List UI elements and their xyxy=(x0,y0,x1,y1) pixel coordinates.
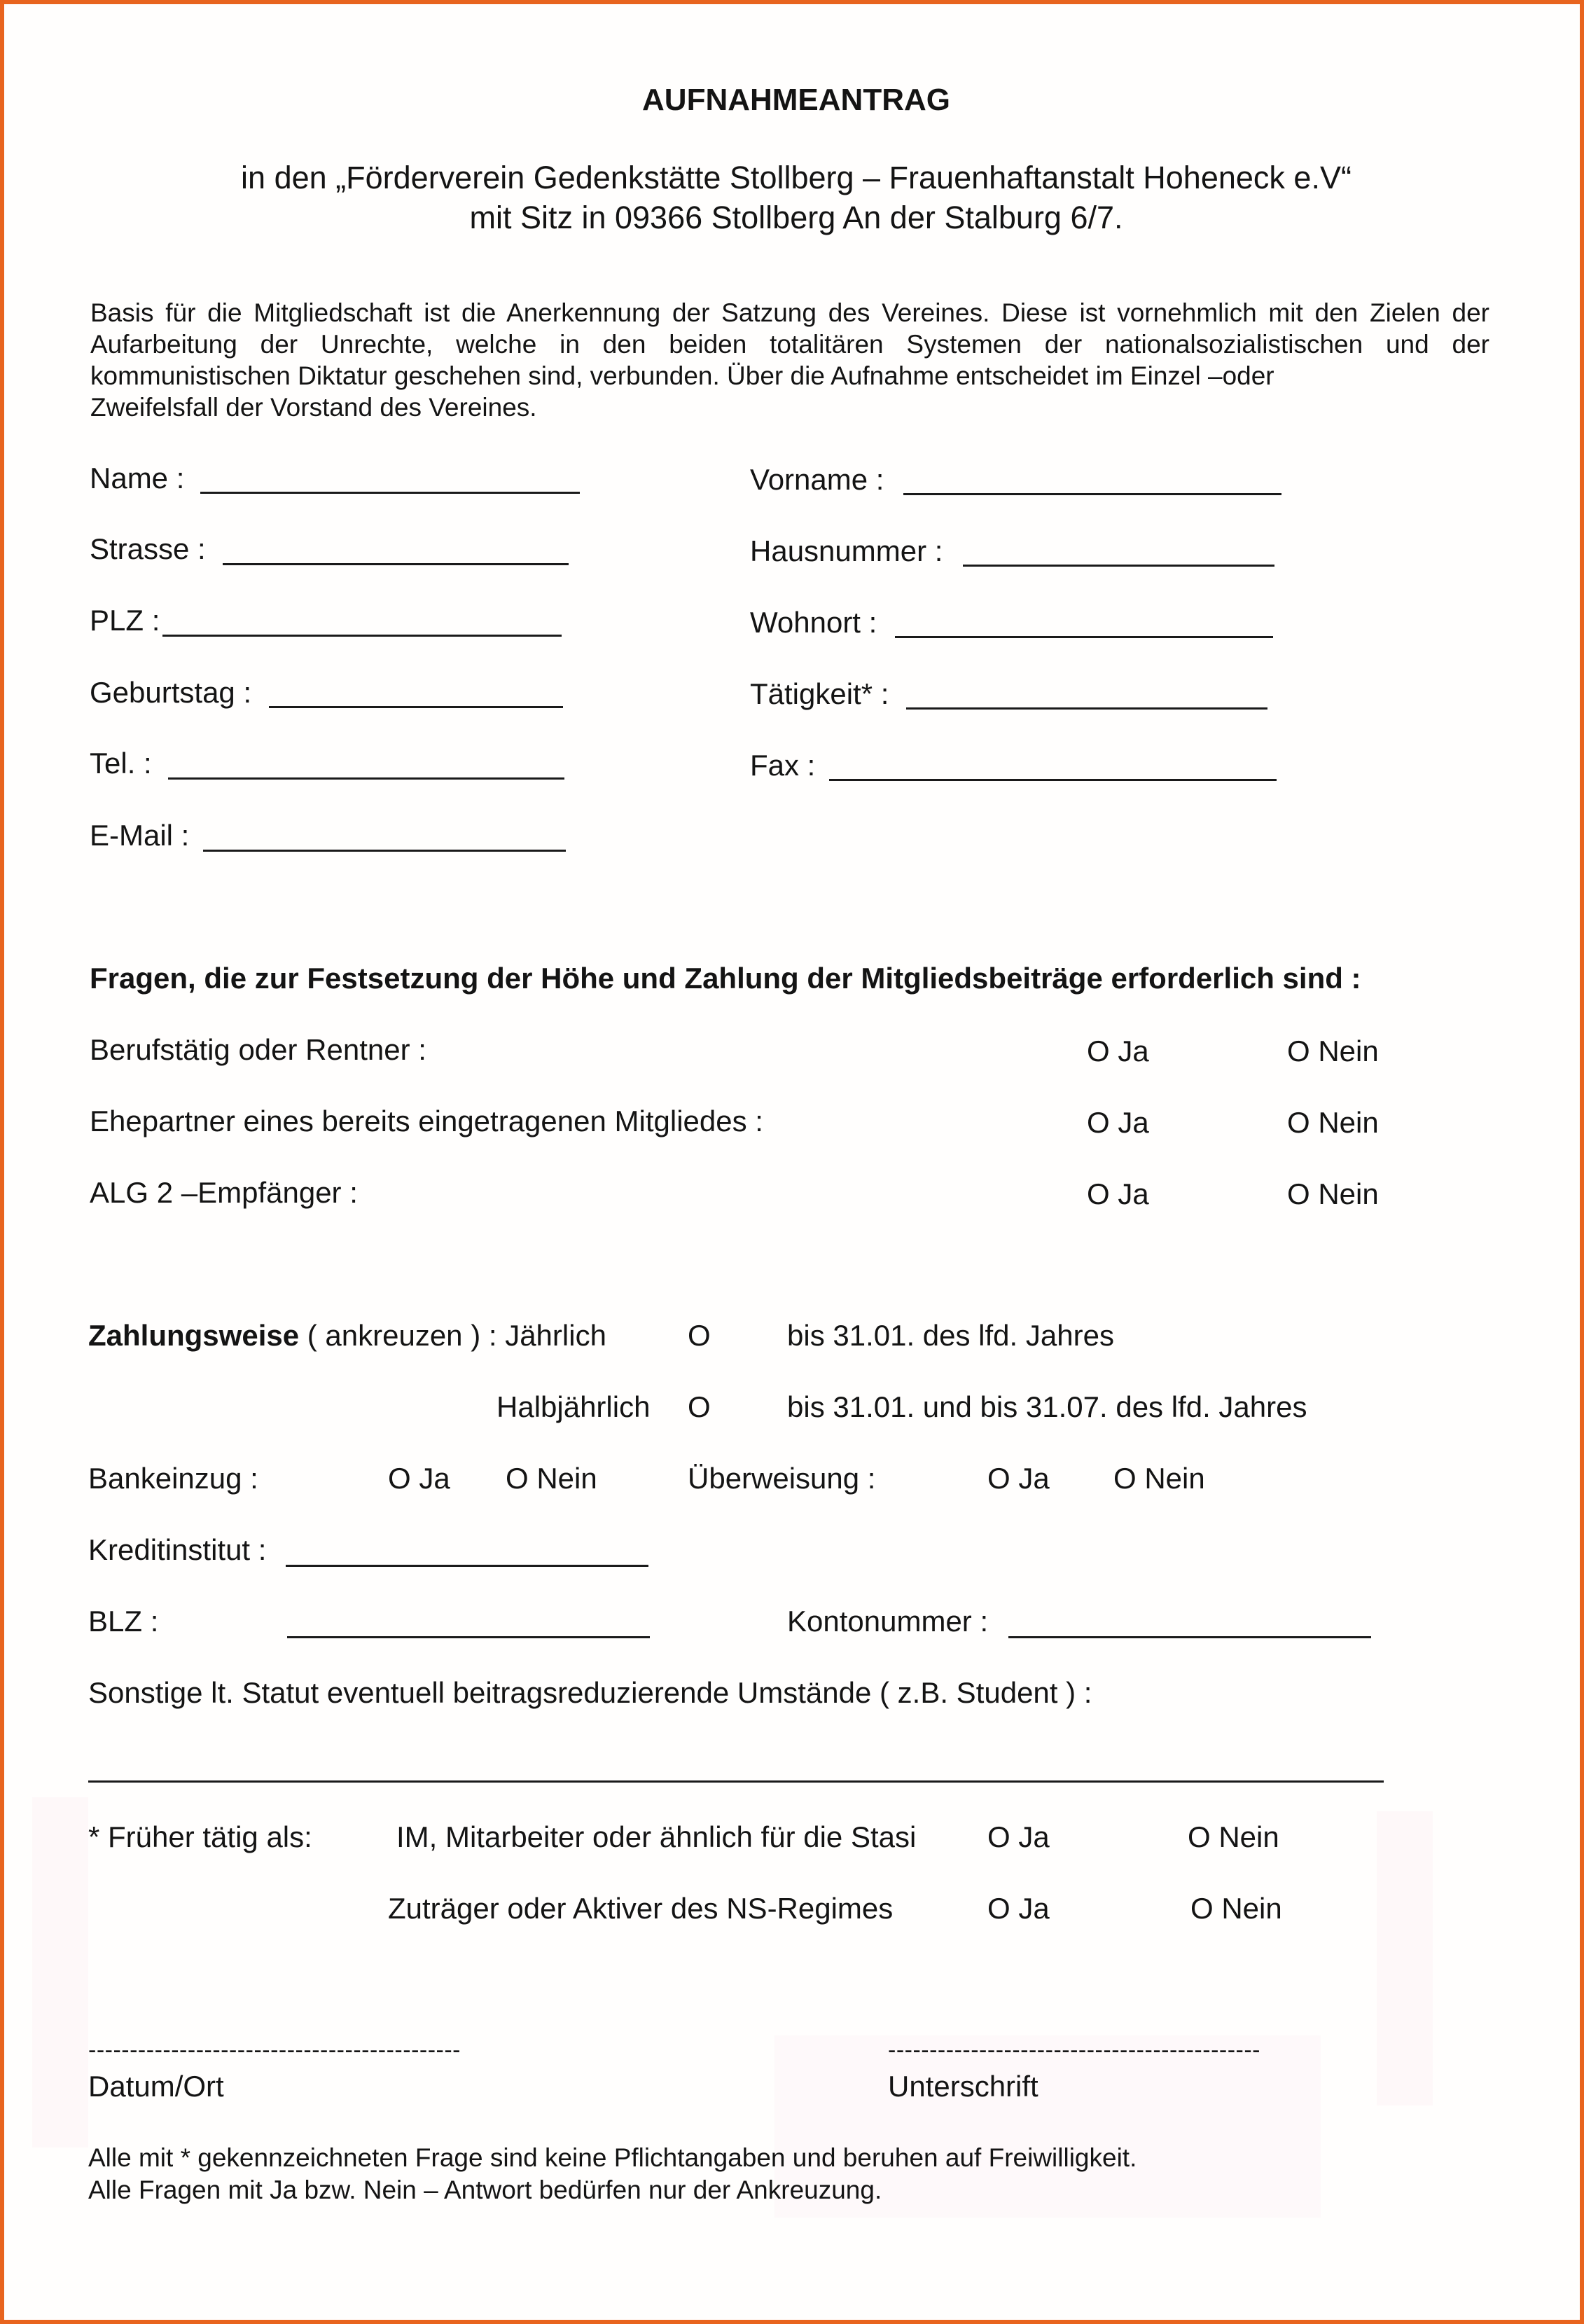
stasi-ja-option[interactable]: O Ja xyxy=(987,1820,1050,1853)
email-field[interactable] xyxy=(203,850,566,852)
frueher-label: * Früher tätig als: xyxy=(88,1820,312,1853)
blz-label: BLZ : xyxy=(88,1605,159,1638)
q-ehepartner-nein-option[interactable]: O Nein xyxy=(1287,1106,1379,1139)
name-field[interactable] xyxy=(200,492,580,494)
vorname-field[interactable] xyxy=(903,493,1281,495)
bankeinzug-nein-option[interactable]: O Nein xyxy=(506,1462,597,1495)
wohnort-field[interactable] xyxy=(895,636,1273,638)
ueberweisung-nein-option[interactable]: O Nein xyxy=(1113,1462,1205,1495)
kreditinstitut-field[interactable] xyxy=(286,1565,648,1567)
stasi-question: IM, Mitarbeiter oder ähnlich für die Stasi xyxy=(396,1820,917,1853)
plz-label: PLZ : xyxy=(90,604,160,637)
geburtstag-field[interactable] xyxy=(269,706,563,708)
fax-label: Fax : xyxy=(750,749,816,782)
unterschrift-signature-line[interactable]: --------------------------------------------- xyxy=(888,2037,1261,2063)
form-title: AUFNAHMEANTRAG xyxy=(642,83,950,117)
association-address: mit Sitz in 09366 Stollberg An der Stalburg 6/7. xyxy=(469,200,1123,235)
zahlungsweise-jaehrlich: ( ankreuzen ) : Jährlich xyxy=(299,1319,606,1352)
ns-nein-option[interactable]: O Nein xyxy=(1190,1892,1282,1925)
datum-signature-line[interactable]: --------------------------------------------- xyxy=(88,2037,461,2063)
halbjaehrlich-label: Halbjährlich xyxy=(496,1390,651,1423)
ueberweisung-ja-option[interactable]: O Ja xyxy=(987,1462,1050,1495)
kreditinstitut-label: Kreditinstitut : xyxy=(88,1533,267,1566)
q-berufstaetig: Berufstätig oder Rentner : xyxy=(90,1033,426,1066)
q-alg2: ALG 2 –Empfänger : xyxy=(90,1176,358,1209)
taetigkeit-label: Tätigkeit* : xyxy=(750,677,889,710)
halbjaehrlich-option[interactable]: O xyxy=(688,1390,711,1423)
q-berufstaetig-ja-option[interactable]: O Ja xyxy=(1087,1035,1149,1067)
q-ehepartner-ja-option[interactable]: O Ja xyxy=(1087,1106,1149,1139)
datum-ort-label: Datum/Ort xyxy=(88,2070,224,2103)
kontonummer-label: Kontonummer : xyxy=(787,1605,989,1638)
q-alg2-ja-option[interactable]: O Ja xyxy=(1087,1177,1149,1210)
q-ehepartner: Ehepartner eines bereits eingetragenen Mitgliedes : xyxy=(90,1105,763,1137)
ueberweisung-label: Überweisung : xyxy=(688,1462,876,1495)
jaehrlich-option[interactable]: O xyxy=(688,1319,711,1352)
kontonummer-field[interactable] xyxy=(1008,1636,1371,1638)
intro-text-last: Zweifelsfall der Vorstand des Vereines. xyxy=(90,393,537,422)
intro-paragraph xyxy=(90,297,1489,423)
strasse-field[interactable] xyxy=(223,563,569,565)
scan-mark xyxy=(32,1797,88,2147)
unterschrift-label: Unterschrift xyxy=(888,2070,1038,2103)
ns-question: Zuträger oder Aktiver des NS-Regimes xyxy=(388,1892,894,1925)
vorname-label: Vorname : xyxy=(750,463,884,496)
hausnummer-label: Hausnummer : xyxy=(750,534,943,567)
jaehrlich-due: bis 31.01. des lfd. Jahres xyxy=(787,1319,1114,1352)
name-label: Name : xyxy=(90,462,185,494)
bankeinzug-label: Bankeinzug : xyxy=(88,1462,258,1495)
hausnummer-field[interactable] xyxy=(963,565,1274,567)
taetigkeit-field[interactable] xyxy=(906,707,1267,710)
intro-text: Basis für die Mitgliedschaft ist die Anerkennung der Satzung des Vereines. Diese ist vornehmlich mit den Zielen der Aufarbeitung der Unrechte, welche in den beiden totalitären Systemen der nationalsozialistischen und der kommunistischen Diktatur geschehen sind, verbunden. Über die Aufnahme entscheidet im Einzel –oder xyxy=(90,298,1489,390)
blz-field[interactable] xyxy=(287,1636,650,1638)
sonstige-label: Sonstige lt. Statut eventuell beitragsreduzierende Umstände ( z.B. Student ) : xyxy=(88,1676,1092,1709)
email-label: E-Mail : xyxy=(90,819,190,852)
tel-field[interactable] xyxy=(168,777,564,780)
association-name: in den „Förderverein Gedenkstätte Stollberg – Frauenhaftanstalt Hoheneck e.V“ xyxy=(241,160,1352,195)
bankeinzug-ja-option[interactable]: O Ja xyxy=(388,1462,450,1495)
strasse-label: Strasse : xyxy=(90,532,206,565)
footer-note-2: Alle Fragen mit Ja bzw. Nein – Antwort bedürfen nur der Ankreuzung. xyxy=(88,2176,882,2204)
q-berufstaetig-nein-option[interactable]: O Nein xyxy=(1287,1035,1379,1067)
halbjaehrlich-due: bis 31.01. und bis 31.07. des lfd. Jahres xyxy=(787,1390,1307,1423)
q-alg2-nein-option[interactable]: O Nein xyxy=(1287,1177,1379,1210)
ns-ja-option[interactable]: O Ja xyxy=(987,1892,1050,1925)
footer-note-1: Alle mit * gekennzeichneten Frage sind keine Pflichtangaben und beruhen auf Freiwilligkeit. xyxy=(88,2143,1137,2172)
geburtstag-label: Geburtstag : xyxy=(90,676,252,709)
scan-mark xyxy=(1377,1811,1433,2105)
fax-field[interactable] xyxy=(829,779,1277,781)
zahlungsweise-label xyxy=(88,1318,606,1353)
zahlungsweise-title: Zahlungsweise xyxy=(88,1319,300,1352)
fees-heading: Fragen, die zur Festsetzung der Höhe und Zahlung der Mitgliedsbeiträge erforderlich sind : xyxy=(90,962,1361,995)
plz-field[interactable] xyxy=(162,635,562,637)
tel-label: Tel. : xyxy=(90,747,152,780)
sonstige-field[interactable] xyxy=(88,1780,1384,1783)
wohnort-label: Wohnort : xyxy=(750,606,877,639)
stasi-nein-option[interactable]: O Nein xyxy=(1188,1820,1279,1853)
